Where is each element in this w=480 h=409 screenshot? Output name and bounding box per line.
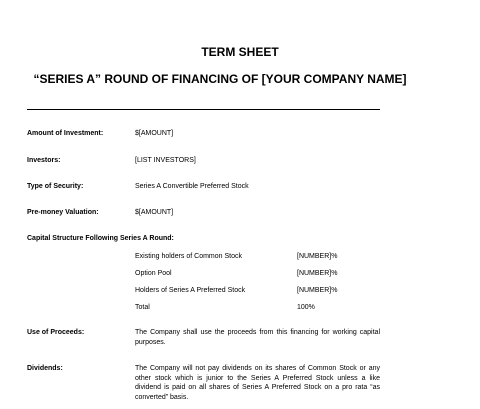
pre-money-valuation-value: $[AMOUNT]: [135, 209, 174, 216]
document-subtitle: “SERIES A” ROUND OF FINANCING OF [YOUR COMPANY NAME]: [33, 72, 407, 86]
pre-money-valuation-label: Pre-money Valuation:: [27, 209, 99, 216]
amount-of-investment-label: Amount of Investment:: [27, 130, 104, 137]
dividends-text: The Company will not pay dividends on its shares of Common Stock or any other stock which is junior to the Series A Preferred Stock unless a like dividend is paid on all shares of Series A Preferred Stock on a pro rata “as converted” basis.: [135, 365, 380, 401]
type-of-security-value: Series A Convertible Preferred Stock: [135, 183, 249, 190]
cap-row-name: Holders of Series A Preferred Stock: [135, 287, 246, 294]
cap-row-value: [NUMBER]%: [297, 287, 338, 294]
investors-label: Investors:: [27, 157, 61, 164]
title-divider: [27, 109, 380, 110]
cap-row-value: 100%: [297, 304, 315, 311]
cap-row-name: Existing holders of Common Stock: [135, 253, 242, 260]
cap-row-name: Option Pool: [135, 270, 172, 277]
cap-row-value: [NUMBER]%: [297, 270, 338, 277]
cap-row-name: Total: [135, 304, 150, 311]
cap-row-value: [NUMBER]%: [297, 253, 338, 260]
type-of-security-label: Type of Security:: [27, 183, 84, 190]
investors-value: [LIST INVESTORS]: [135, 157, 196, 164]
capital-structure-label: Capital Structure Following Series A Round:: [27, 235, 174, 242]
document-title: TERM SHEET: [201, 45, 279, 59]
use-of-proceeds-text: The Company shall use the proceeds from this financing for working capital purposes.: [135, 329, 380, 346]
use-of-proceeds-label: Use of Proceeds:: [27, 329, 85, 336]
amount-of-investment-value: $[AMOUNT]: [135, 130, 174, 137]
dividends-label: Dividends:: [27, 365, 63, 372]
